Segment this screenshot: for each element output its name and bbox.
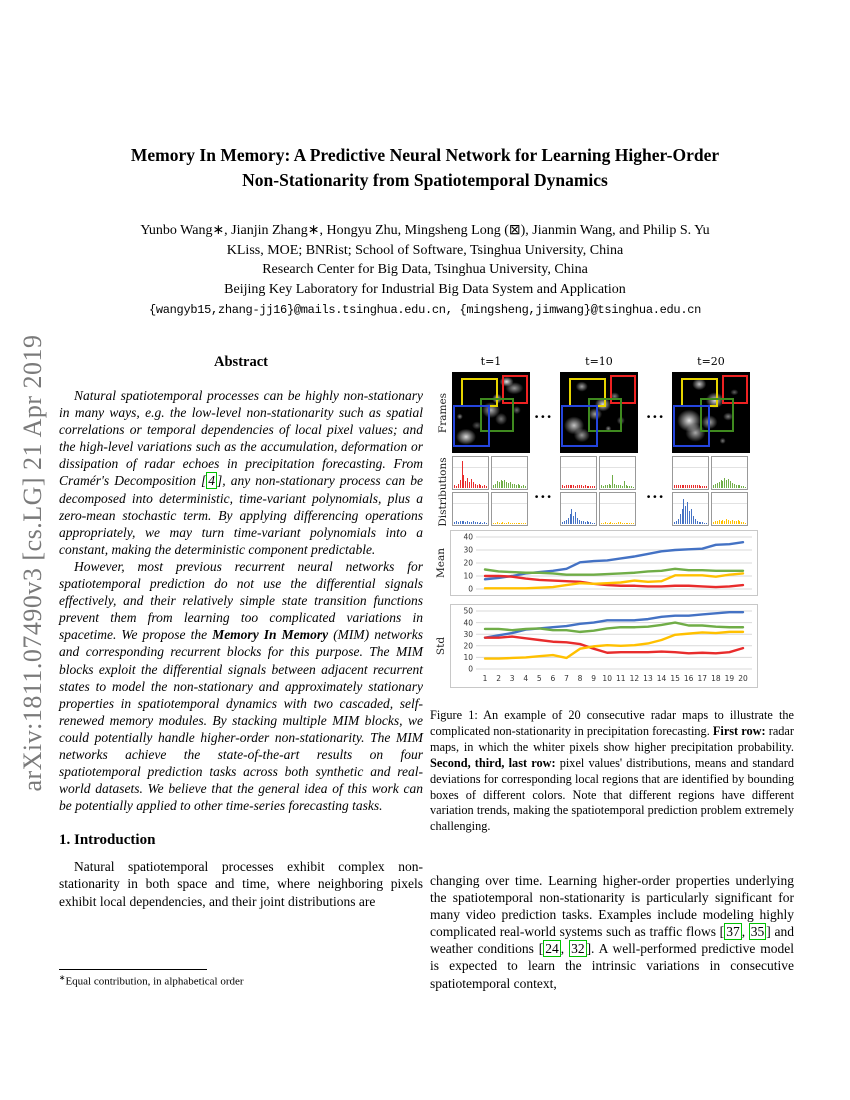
title-line-1: Memory In Memory: A Predictive Neural Network for Learning Higher-Order (130, 145, 720, 165)
citation-link[interactable]: 37 (726, 924, 740, 940)
distributions-t10 (560, 456, 638, 528)
svg-text:14: 14 (656, 674, 667, 683)
svg-text:40: 40 (463, 532, 473, 542)
author-emails: {wangyb15,zhang-jj16}@mails.tsinghua.edu.cn, {mingsheng,jimwang}@tsinghua.edu.cn (148, 303, 702, 317)
svg-text:0: 0 (468, 664, 473, 674)
std-line-chart (450, 604, 758, 688)
svg-text:20: 20 (463, 558, 473, 568)
histogram-green-t1 (491, 456, 528, 490)
ellipsis-frames-2: ... (646, 404, 665, 422)
svg-text:17: 17 (697, 674, 708, 683)
abstract-paragraph-1: Natural spatiotemporal processes can be highly non-stationary in many ways, e.g. the low-level non-stationarity such as spatial correlations or temporal dependencies of local pixel values; and the high-level variations such as the accumulation, deformation or dissipation of radar echoes in precipitation forecasting. From Cramér's Decomposition [ 4 ], any non-stationary process can be decomposed into deterministic, time-variant polynomials, plus a zero-mean stochastic term. By applying differencing operations appropriately, we may turn time-variant polynomials into a constant, making the deterministic component predictable. (59, 388, 423, 557)
histogram-blue-t1 (452, 492, 489, 526)
ellipsis-frames-1: ... (534, 404, 553, 422)
author-block (40, 221, 810, 321)
affiliation-1: KLiss, MOE; BNRist; School of Software, Tsinghua University, China (226, 242, 624, 258)
footnote-rule (59, 969, 207, 970)
histogram-yellow-t1 (491, 492, 528, 526)
svg-text:10: 10 (463, 653, 473, 663)
frame-title-t10: t=10 (585, 355, 613, 368)
citation-link[interactable]: 35 (750, 924, 765, 940)
distributions-t1 (452, 456, 530, 528)
citation-link[interactable]: 4 (208, 473, 216, 489)
histogram-green-t20 (711, 456, 748, 490)
figure-1 (430, 352, 794, 704)
bounding-box-blue (453, 405, 490, 447)
radar-frame-t10 (560, 372, 638, 453)
bounding-box-blue (561, 405, 598, 447)
histogram-yellow-t10 (599, 492, 636, 526)
svg-text:11: 11 (616, 674, 626, 683)
svg-text:18: 18 (711, 674, 721, 683)
svg-text:30: 30 (463, 629, 473, 639)
svg-text:0: 0 (468, 584, 473, 594)
svg-text:50: 50 (463, 606, 473, 616)
svg-text:2: 2 (496, 674, 501, 683)
abstract-paragraph-2: However, most previous recurrent neural networks for spatiotemporal prediction do not use the differential signals effectively, and their relatively simple state transition functions prevent them from learning too complicated variations in spacetime. We propose the Memory In Memory (MIM) networks and corresponding recurrent blocks for this purpose. The MIM blocks exploit the differential signals between adjacent recurrent states to model the non-stationary and approximately stationary properties in spatiotemporal dynamics with two cascaded, self-renewed memory modules. By stacking multiple MIM blocks, we could potentially handle higher-order non-stationarity. The MIM networks achieve the state-of-the-art results on four spatiotemporal prediction tasks across both synthetic and real-world datasets. We believe that the general idea of this work can be potentially applied to other time-series forecasting tasks. (59, 558, 423, 814)
affiliation-3: Beijing Key Laboratory for Industrial Big Data System and Application (224, 281, 626, 297)
frame-title-t1: t=1 (480, 355, 502, 368)
svg-text:15: 15 (670, 674, 680, 683)
ellipsis-distributions-2: ... (646, 484, 665, 502)
histogram-red-t1 (452, 456, 489, 490)
svg-text:10: 10 (602, 674, 612, 683)
svg-text:30: 30 (463, 545, 473, 555)
figure-1-caption: Figure 1: An example of 20 consecutive radar maps to illustrate the complicated non-stationarity in precipitation forecasting. First row: radar maps, in which the whiter pixels show higher precipitation probability. Second, third, last row: pixel values' distributions, means and standard deviations for corresponding local regions that are identified by bounding boxes of different colors. Note that different regions have different variation trends, making the spatiotemporal prediction problem extremely challenging. (430, 708, 795, 834)
histogram-blue-t20 (672, 492, 709, 526)
distributions-t20 (672, 456, 750, 528)
arxiv-banner: arXiv:1811.07490v3 [cs.LG] 21 Apr 2019 (18, 334, 47, 792)
author-names: Yunbo Wang∗, Jianjin Zhang∗, Hongyu Zhu, Mingsheng Long (⊠), Jianmin Wang, and Philip S. Yu (140, 223, 710, 238)
svg-text:3: 3 (509, 674, 515, 683)
svg-text:20: 20 (738, 674, 748, 683)
paper-title (60, 143, 790, 193)
svg-text:40: 40 (463, 618, 473, 628)
title-line-2: Non-Stationarity from Spatiotemporal Dynamics (242, 170, 608, 190)
histogram-red-t20 (672, 456, 709, 490)
bounding-box-blue (673, 405, 710, 447)
histogram-yellow-t20 (711, 492, 748, 526)
svg-text:9: 9 (591, 674, 597, 683)
svg-text:4: 4 (523, 674, 529, 683)
right-column (430, 872, 794, 992)
histogram-green-t10 (599, 456, 636, 490)
citation-link[interactable]: 24 (545, 941, 559, 957)
frame-title-t20: t=20 (697, 355, 725, 368)
footnote: ∗Equal contribution, in alphabetical order (59, 973, 244, 988)
left-column (59, 354, 423, 910)
svg-text:16: 16 (683, 674, 694, 683)
histogram-red-t10 (560, 456, 597, 490)
introduction-paragraph: Natural spatiotemporal processes exhibit complex non-stationarity in both space and time, where neighboring pixels exhibit local dependencies, and their joint distributions are (59, 859, 423, 909)
svg-text:12: 12 (629, 674, 640, 683)
std-axis-label: Std (435, 636, 447, 656)
svg-text:13: 13 (643, 674, 653, 683)
svg-text:8: 8 (577, 674, 583, 683)
mean-line-chart (450, 530, 758, 596)
svg-text:10: 10 (463, 571, 473, 581)
histogram-blue-t10 (560, 492, 597, 526)
svg-text:7: 7 (564, 674, 569, 683)
introduction-continued-paragraph: changing over time. Learning higher-order properties underlying the spatiotemporal non-stationarity is particularly significant for many video prediction tasks. Examples include modeling highly complicated real-world systems such as traffic flows [ 37 , 35 ] and weather conditions [ 24 , 32 ]. A well-performed predictive model is expected to learn the intrinsic variations in consecutive spatiotemporal context, (430, 873, 794, 991)
affiliation-2: Research Center for Big Data, Tsinghua University, China (262, 262, 588, 277)
radar-frame-t1 (452, 372, 530, 453)
radar-frame-t20 (672, 372, 750, 453)
svg-text:19: 19 (724, 674, 735, 683)
svg-text:6: 6 (550, 674, 556, 683)
svg-text:20: 20 (463, 641, 473, 651)
mean-axis-label: Mean (435, 548, 447, 578)
svg-text:5: 5 (536, 674, 542, 683)
ellipsis-distributions-1: ... (534, 484, 553, 502)
distributions-row-label: Distributions (437, 457, 449, 527)
section-heading-introduction: 1. Introduction (59, 832, 156, 849)
frames-row-label: Frames (437, 392, 449, 434)
abstract-heading: Abstract (214, 354, 268, 370)
citation-link[interactable]: 32 (571, 941, 585, 957)
svg-text:1: 1 (482, 674, 488, 683)
